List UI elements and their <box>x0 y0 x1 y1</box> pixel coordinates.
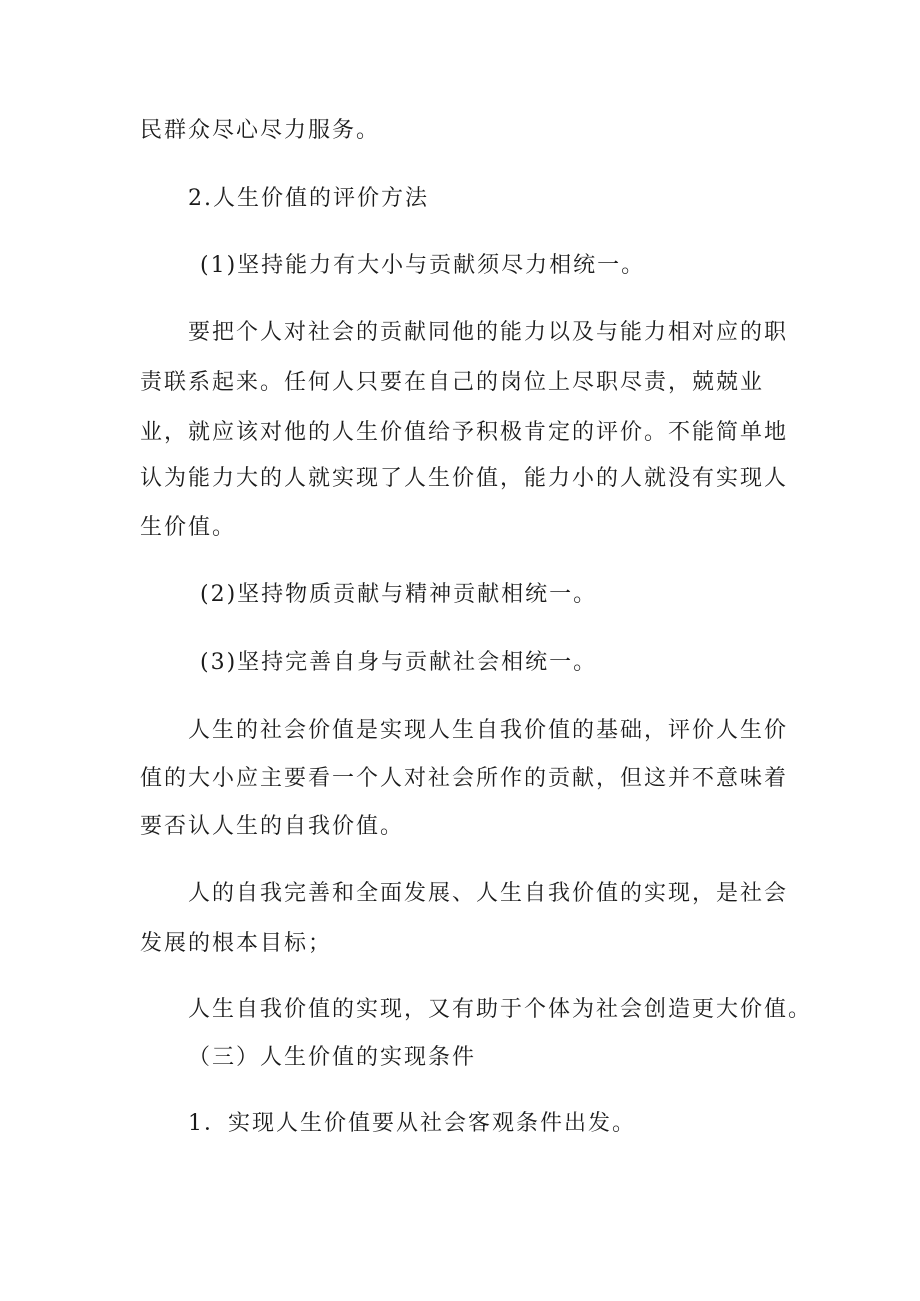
item-heading-3: (3)坚持完善自身与贡献社会相统一。 <box>200 650 598 675</box>
item-heading-2: (2)坚持物质贡献与精神贡献相统一。 <box>200 582 598 607</box>
text-line-14: 人的自我完善和全面发展、人生自我价值的实现，是社会 <box>188 881 789 906</box>
text-line-5: 责联系起来。任何人只要在自己的岗位上尽职尽责，兢兢业 <box>140 370 765 395</box>
text-line-8: 生价值。 <box>140 515 237 540</box>
text-line-13: 要否认人生的自我价值。 <box>140 814 405 839</box>
text-line-12: 值的大小应主要看一个人对社会所作的贡献，但这并不意味着 <box>140 766 789 791</box>
text-line-16: 人生自我价值的实现，又有助于个体为社会创造更大价值。 <box>188 997 813 1022</box>
text-line-11: 人生的社会价值是实现人生自我价值的基础，评价人生价 <box>188 718 789 743</box>
section-heading-3: （三）人生价值的实现条件 <box>188 1045 477 1070</box>
text-line-4: 要把个人对社会的贡献同他的能力以及与能力相对应的职 <box>188 320 789 345</box>
text-line-6: 业，就应该对他的人生价值给予积极肯定的评价。不能简单地 <box>140 420 789 445</box>
subsection-heading-1: 1．实现人生价值要从社会客观条件出发。 <box>188 1111 636 1136</box>
text-line-7: 认为能力大的人就实现了人生价值，能力小的人就没有实现人 <box>140 466 789 491</box>
item-heading-1: (1)坚持能力有大小与贡献须尽力相统一。 <box>200 253 646 278</box>
text-line-1: 民群众尽心尽力服务。 <box>140 118 381 143</box>
section-heading-2: 2.人生价值的评价方法 <box>188 186 429 211</box>
text-line-15: 发展的根本目标； <box>140 931 333 956</box>
